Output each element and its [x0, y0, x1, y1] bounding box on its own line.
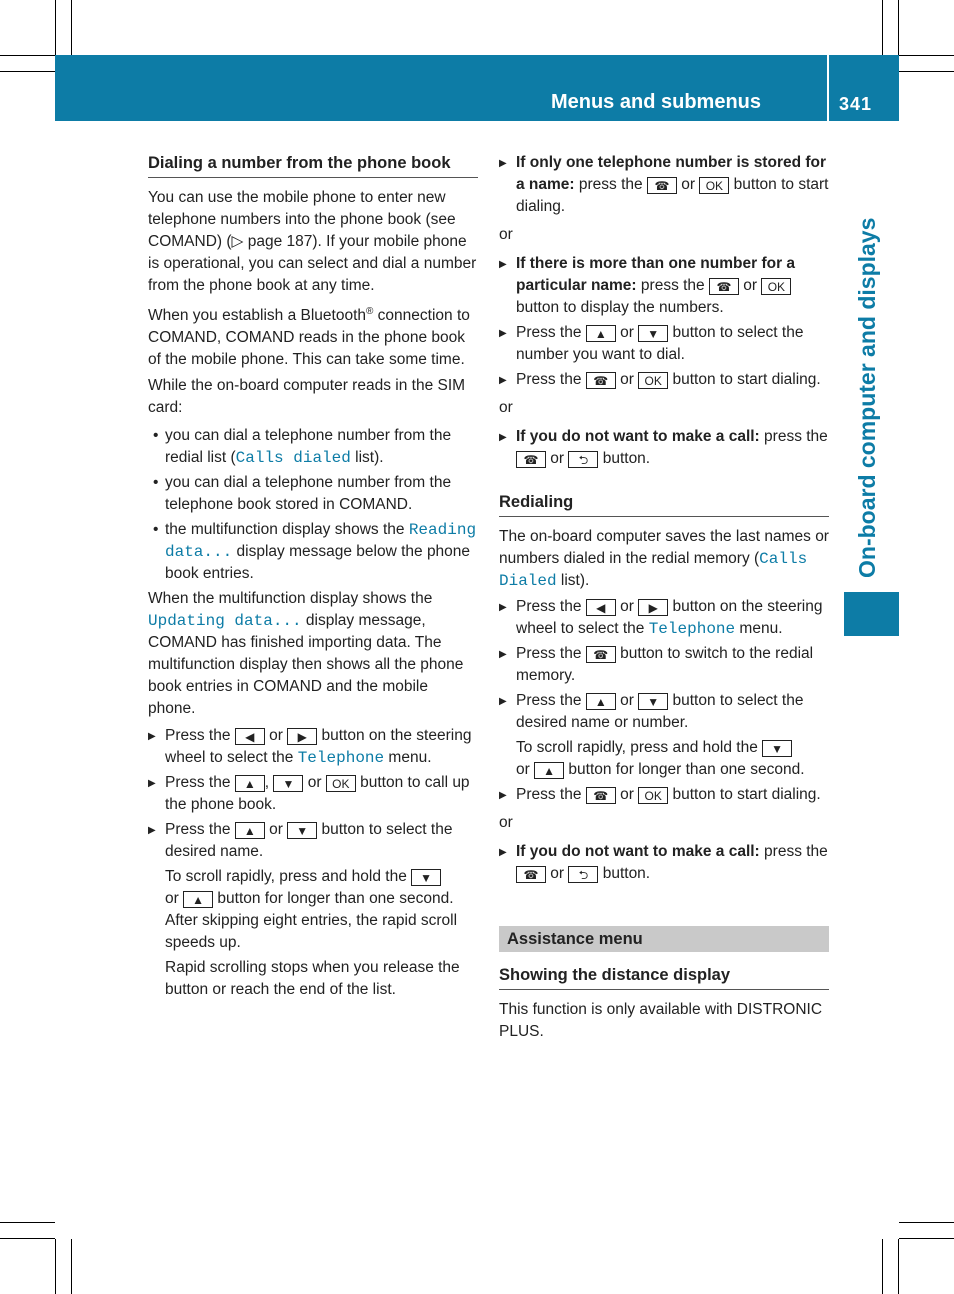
crop-mark: [899, 1222, 954, 1223]
hang-up-key-icon: ☎: [516, 866, 546, 883]
paragraph: While the on-board computer reads in the SIM card:: [148, 377, 466, 417]
page-header: [55, 55, 899, 121]
step: ▶ Press the ▲ , ▼ or OK button to call up the phone book.: [148, 772, 478, 816]
chapter-title: On-board computer and displays: [854, 217, 880, 578]
step: ▶ If you do not want to make a call: press the ☎ or ⮌ button.: [499, 426, 829, 470]
step: ▶ Press the ▲ or ▼ button to select the desired name.: [148, 819, 478, 863]
back-key-icon: ⮌: [568, 866, 598, 883]
phone-key-icon: ☎: [586, 646, 616, 663]
step: ▶ Press the ☎ button to switch to the redial memory.: [499, 643, 829, 687]
list-item: • you can dial a telephone number from the telephone book stored in COMAND.: [148, 472, 478, 516]
paragraph: To scroll rapidly, press and hold the ▼ or ▲ button for longer than one second. After skipping eight entries, the rapid scroll speeds up.: [165, 868, 458, 952]
up-arrow-key-icon: ▲: [586, 325, 616, 342]
crop-mark: [55, 0, 56, 55]
left-arrow-key-icon: ◀: [235, 728, 265, 745]
down-arrow-key-icon: ▼: [638, 325, 668, 342]
phone-key-icon: ☎: [647, 177, 677, 194]
step: ▶ Press the ◀ or ▶ button on the steering wheel to select the Telephone menu.: [148, 725, 478, 769]
step: ▶ Press the ▲ or ▼ button to select the number you want to dial.: [499, 322, 829, 366]
crop-mark: [71, 0, 72, 55]
step: ▶ Press the ◀ or ▶ button on the steering wheel to select the Telephone menu.: [499, 596, 829, 640]
left-arrow-key-icon: ◀: [586, 599, 616, 616]
crop-mark: [0, 1222, 55, 1223]
section-title: Menus and submenus: [550, 91, 761, 113]
paragraph: When you establish a Bluetooth® connection to COMAND, COMAND reads in the phone book of the mobile phone. This can take some time.: [148, 306, 470, 369]
step: ▶ If only one telephone number is stored for a name: press the ☎ or OK button to start dialing.: [499, 152, 829, 218]
phone-key-icon: ☎: [709, 278, 739, 295]
header-divider: [827, 55, 829, 121]
paragraph: When the multifunction display shows the Updating data... display message, COMAND has finished importing data. The multifunction display then shows all the phone book entries in COMAND and the mobile phone.: [148, 590, 464, 718]
step: ▶ Press the ☎ or OK button to start dialing.: [499, 784, 829, 806]
heading-dialing-phone-book: Dialing a number from the phone book: [148, 152, 478, 178]
up-arrow-key-icon: ▲: [183, 891, 213, 908]
crop-mark: [882, 0, 883, 55]
crop-mark: [899, 55, 954, 56]
up-arrow-key-icon: ▲: [235, 775, 265, 792]
hang-up-key-icon: ☎: [516, 451, 546, 468]
ok-key-icon: OK: [638, 787, 668, 804]
crop-mark: [71, 1239, 72, 1294]
section-band-assistance-menu: Assistance menu: [499, 926, 829, 952]
right-column: [499, 152, 829, 1047]
right-arrow-key-icon: ▶: [287, 728, 317, 745]
crop-mark: [899, 71, 954, 72]
or-text: or: [499, 399, 513, 416]
crop-mark: [0, 71, 55, 72]
list-item: • you can dial a telephone number from the redial list (Calls dialed list).: [148, 425, 478, 469]
up-arrow-key-icon: ▲: [235, 822, 265, 839]
right-arrow-key-icon: ▶: [638, 599, 668, 616]
page-number: 341: [839, 94, 873, 114]
left-column: [148, 152, 478, 1004]
up-arrow-key-icon: ▲: [586, 693, 616, 710]
phone-key-icon: ☎: [586, 787, 616, 804]
crop-mark: [898, 0, 899, 55]
heading-redialing: Redialing: [499, 491, 829, 517]
down-arrow-key-icon: ▼: [762, 740, 792, 757]
ok-key-icon: OK: [638, 372, 668, 389]
heading-distance-display: Showing the distance display: [499, 964, 829, 990]
paragraph: This function is only available with DISTRONIC PLUS.: [499, 1001, 823, 1040]
ok-key-icon: OK: [761, 278, 791, 295]
down-arrow-key-icon: ▼: [273, 775, 303, 792]
crop-mark: [899, 1238, 954, 1239]
ok-key-icon: OK: [326, 775, 356, 792]
paragraph: To scroll rapidly, press and hold the ▼ or ▲ button for longer than one second.: [516, 739, 805, 778]
chapter-tab: [844, 592, 899, 636]
step: ▶ If you do not want to make a call: press the ☎ or ⮌ button.: [499, 841, 829, 885]
crop-mark: [0, 55, 55, 56]
crop-mark: [882, 1239, 883, 1294]
or-text: or: [499, 814, 513, 831]
step: ▶ Press the ▲ or ▼ button to select the desired name or number.: [499, 690, 829, 734]
paragraph: You can use the mobile phone to enter new telephone numbers into the phone book (see COMAND) (▷ page 187). If your mobile phone is operational, you can select and dial a number from the phone book at any time.: [148, 189, 477, 294]
back-key-icon: ⮌: [568, 451, 598, 468]
up-arrow-key-icon: ▲: [534, 762, 564, 779]
paragraph: The on-board computer saves the last names or numbers dialed in the redial memory (Calls Dialed list).: [499, 528, 829, 590]
down-arrow-key-icon: ▼: [411, 869, 441, 886]
step: ▶ If there is more than one number for a particular name: press the ☎ or OK button to display the numbers.: [499, 253, 829, 319]
crop-mark: [898, 1239, 899, 1294]
paragraph: Rapid scrolling stops when you release the button or reach the end of the list.: [165, 959, 460, 999]
down-arrow-key-icon: ▼: [638, 693, 668, 710]
step: ▶ Press the ☎ or OK button to start dialing.: [499, 369, 829, 391]
crop-mark: [0, 1238, 55, 1239]
list-item: • the multifunction display shows the Reading data... display message below the phone book entries.: [148, 519, 478, 585]
ok-key-icon: OK: [699, 177, 729, 194]
phone-key-icon: ☎: [586, 372, 616, 389]
or-text: or: [499, 226, 513, 243]
down-arrow-key-icon: ▼: [287, 822, 317, 839]
crop-mark: [55, 1239, 56, 1294]
